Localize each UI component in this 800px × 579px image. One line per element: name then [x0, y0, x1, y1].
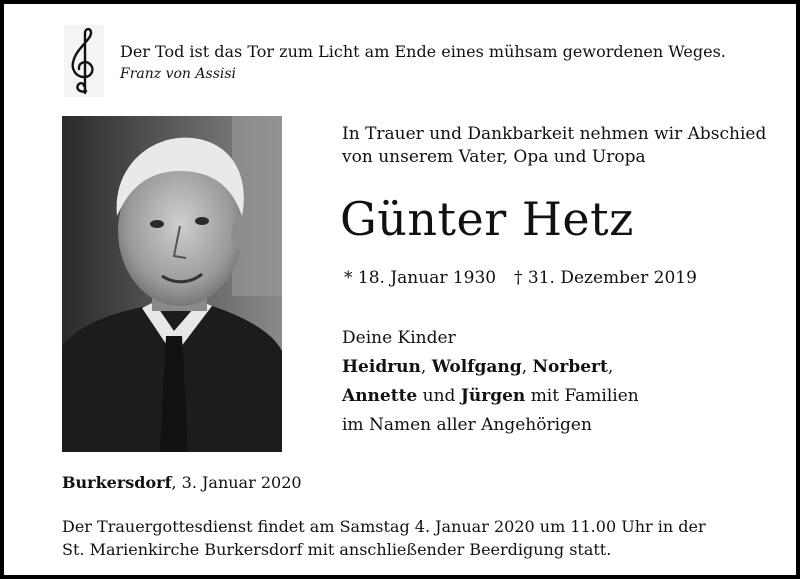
mourners-line-3 [342, 382, 639, 411]
place-date [62, 473, 302, 492]
mourners-line-4: im Namen aller Angehörigen [342, 415, 592, 435]
portrait-photo [62, 116, 282, 452]
service-line-1: Der Trauergottesdienst findet am Samstag 4. Januar 2020 um 11.00 Uhr in der [62, 517, 706, 536]
intro-line-2: von unserem Vater, Opa und Uropa [342, 147, 646, 167]
mourner-name: Annette [342, 386, 418, 406]
portrait-illustration [62, 116, 282, 452]
separator: , [607, 357, 614, 377]
mourner-name: Jürgen [460, 386, 526, 406]
service-info [62, 515, 706, 561]
deceased-name: Günter Hetz [340, 192, 634, 246]
treble-clef-icon [64, 25, 104, 97]
mourners-line-2 [342, 353, 639, 382]
intro-line-1: In Trauer und Dankbarkeit nehmen wir Abschied [342, 124, 767, 144]
quote-text: Der Tod ist das Tor zum Licht am Ende eines mühsam gewordenen Weges. [120, 42, 726, 61]
separator: , [420, 357, 427, 377]
separator: , [521, 357, 528, 377]
mourner-name: Norbert [532, 357, 608, 377]
conjunction: und [422, 386, 456, 406]
intro-text [342, 123, 766, 169]
quote-author: Franz von Assisi [120, 66, 237, 82]
service-line-2: St. Marienkirche Burkersdorf mit anschließender Beerdigung statt. [62, 540, 612, 559]
death-date: † 31. Dezember 2019 [514, 268, 697, 288]
place-name: Burkersdorf [62, 473, 172, 492]
birth-date: * 18. Januar 1930 [344, 268, 497, 288]
mourners-suffix: mit Familien [530, 386, 639, 406]
mourner-name: Heidrun [342, 357, 421, 377]
mourner-name: Wolfgang [431, 357, 522, 377]
mourners-line-1: Deine Kinder [342, 328, 456, 348]
mourners-block [342, 324, 639, 440]
date-text: , 3. Januar 2020 [171, 473, 302, 492]
